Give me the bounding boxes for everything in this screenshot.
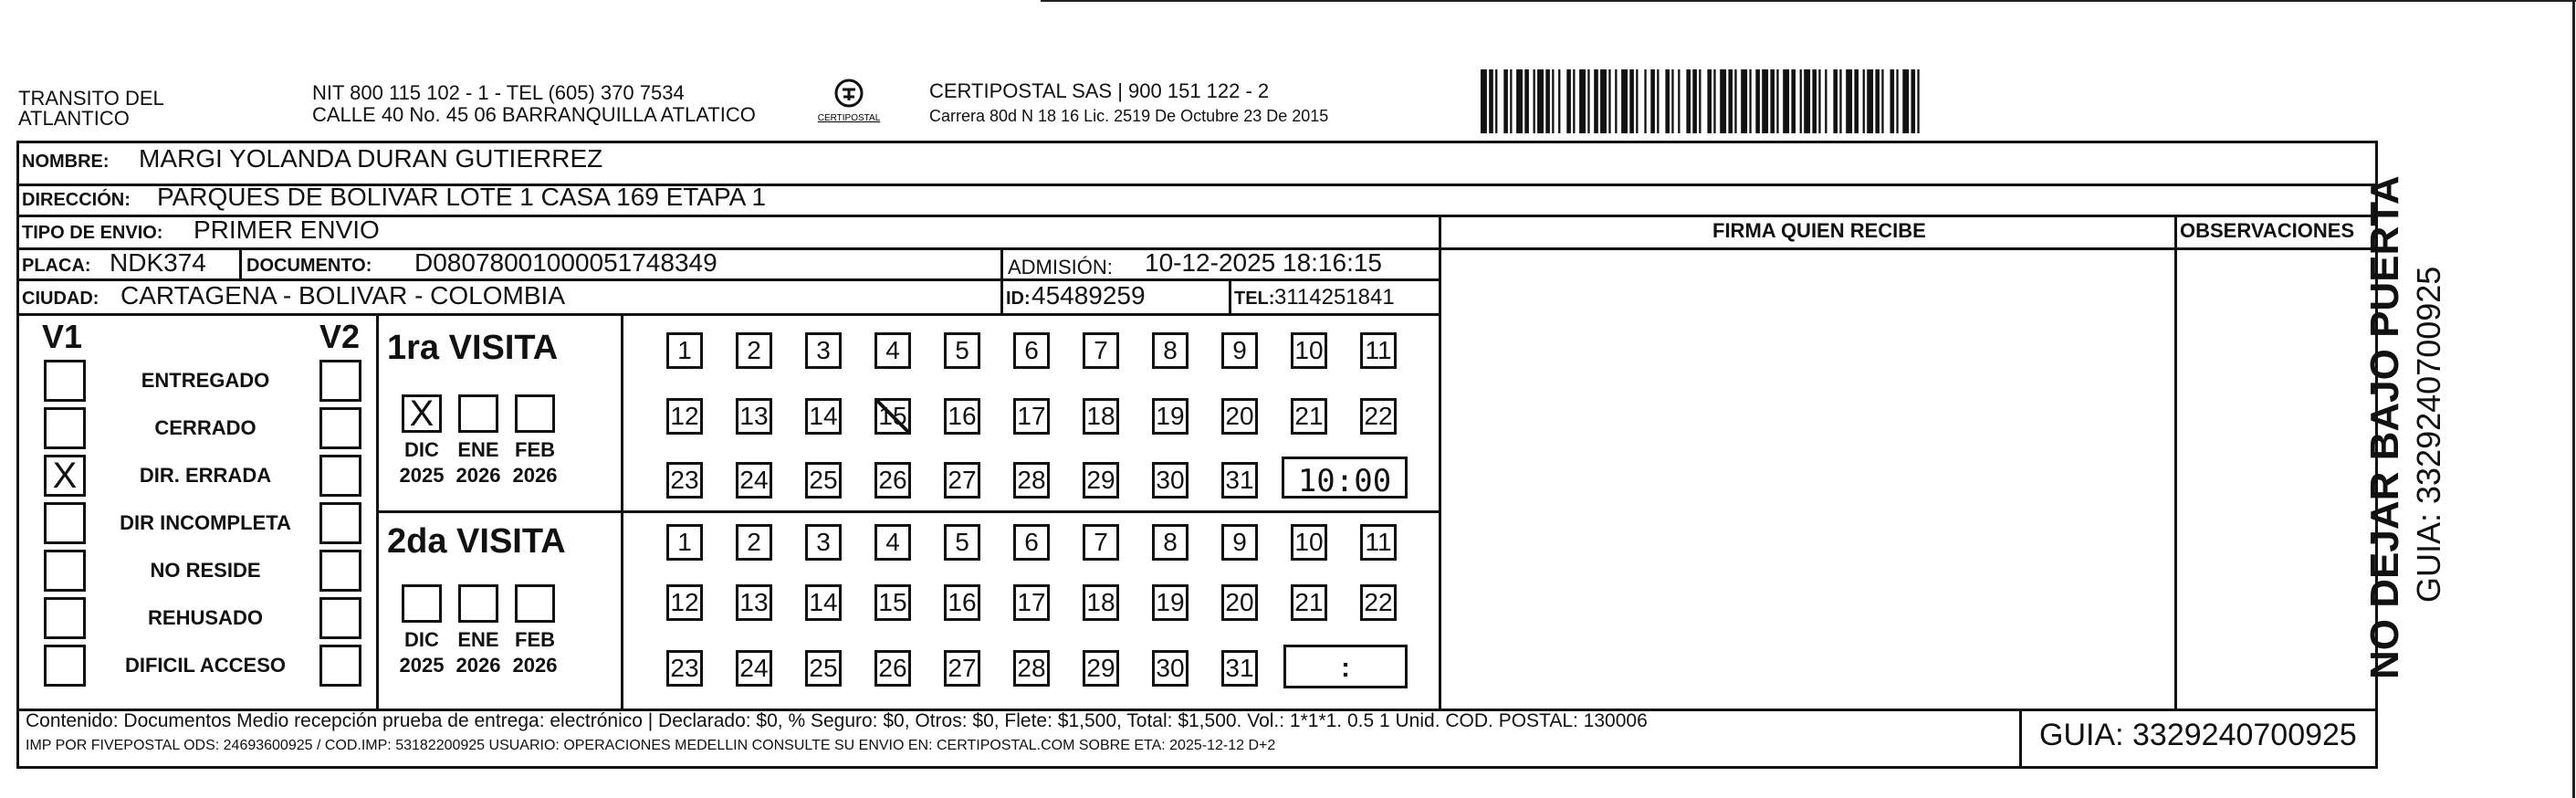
status-label: REHUSADO [148,606,263,629]
day-box[interactable]: 13 [736,398,772,435]
status-label: CERRADO [154,416,257,439]
year-label: 2026 [512,464,558,487]
day-box[interactable]: 31 [1221,462,1258,499]
day-box[interactable]: 16 [944,584,980,621]
top-border-line [1041,0,2576,2]
year-label: 2026 [456,464,501,487]
barcode-bar [1783,69,1789,133]
barcode-bar [1516,69,1523,133]
v1-header: V1 [42,318,83,355]
barcode-bar [1594,69,1598,133]
day-box[interactable]: 17 [1013,398,1050,435]
side-guia [2410,128,2448,603]
id-label: ID: [1006,289,1031,309]
day-box[interactable]: 14 [805,398,842,435]
day-box[interactable]: 9 [1221,332,1258,369]
nit-line-2: CALLE 40 No. 45 06 BARRANQUILLA ATLATICO [312,103,756,126]
nombre-value: MARGI YOLANDA DURAN GUTIERREZ [139,144,603,173]
barcode-bar [1867,69,1873,133]
admision-value: 10-12-2025 18:16:15 [1145,248,1382,277]
second-visit-time-box[interactable] [1283,645,1408,688]
barcode-bar [1579,69,1586,133]
day-box[interactable]: 12 [666,584,703,621]
barcode-bar [1791,69,1796,133]
v2-checkbox[interactable] [319,502,361,544]
firma-header: FIRMA QUIEN RECIBE [1712,219,1926,242]
day-box[interactable]: 10 [1291,332,1327,369]
day-box[interactable]: 30 [1152,650,1189,687]
documento-value: D08078001000051748349 [414,248,717,277]
status-label: DIFICIL ACCESO [124,654,286,677]
direccion-label: DIRECCIÓN: [22,190,131,210]
barcode-bar [1749,69,1751,133]
month-label: FEB [515,628,555,651]
day-box[interactable]: 21 [1291,584,1327,621]
barcode-bar [1573,69,1575,133]
barcode-bar [1917,69,1919,133]
barcode-bar [1707,69,1712,133]
admision-label: ADMISIÓN: [1008,256,1113,278]
barcode-bar [1558,69,1560,133]
day-box[interactable]: 2 [736,332,772,369]
certipostal-logo [812,77,885,128]
v1-checkbox[interactable] [44,645,86,687]
barcode-bar [1671,69,1673,133]
barcode-bar [1657,69,1659,133]
barcode-bar [1534,69,1535,133]
day-box[interactable]: 7 [1083,332,1119,369]
barcode-bar [1839,69,1841,133]
v1-checkbox[interactable] [44,502,86,544]
day-box[interactable]: 1 [666,332,703,369]
day-box[interactable]: 29 [1083,462,1119,499]
status-label: NO RESIDE [150,559,261,582]
barcode-bar [1545,69,1550,133]
day-box[interactable]: 28 [1013,462,1050,499]
barcode-bar [1833,69,1838,133]
day-box[interactable]: 3 [805,332,842,369]
barcode-bar [1503,69,1508,133]
barcode-bar [1881,69,1883,133]
barcode-bar [1896,69,1898,133]
x-mark: X [52,456,78,496]
first-visit-title: 1ra VISITA [387,329,559,367]
day-box[interactable]: 18 [1083,584,1119,621]
barcode-bar [1621,69,1628,133]
barcode-bar [1600,69,1607,133]
barcode-bar [1636,69,1638,133]
day-box[interactable]: 16 [944,398,980,435]
day-box[interactable]: 20 [1221,398,1258,435]
month-label: FEB [515,438,555,461]
day-box[interactable]: 14 [805,584,842,621]
v2-checkbox[interactable] [319,550,361,592]
v1-checkbox[interactable] [44,597,86,639]
v2-checkbox[interactable] [319,645,361,687]
barcode-bar [1728,69,1733,133]
day-box[interactable]: 30 [1152,462,1189,499]
barcode-bar [1537,69,1544,133]
nombre-label: NOMBRE: [22,152,110,172]
barcode-bar [1629,69,1634,133]
month-checkbox[interactable] [515,584,555,623]
v2-checkbox[interactable] [319,597,361,639]
day-box[interactable]: 24 [736,650,772,687]
day-box[interactable]: 25 [805,462,842,499]
barcode-bar [1762,69,1768,133]
tel-label: TEL: [1234,289,1275,309]
day-box[interactable]: 22 [1360,584,1397,621]
day-box[interactable]: 23 [666,462,703,499]
footer-guia: GUIA: 3329240700925 [2039,718,2357,752]
month-checkbox[interactable] [515,394,555,433]
day-box[interactable]: 21 [1291,398,1327,435]
barcode-bar [1720,69,1726,133]
day-box[interactable]: 22 [1360,398,1397,435]
month-label: ENE [457,438,499,461]
barcode-bar [1846,69,1852,133]
barcode-bar [1650,69,1655,133]
second-visit-time: : [1341,653,1350,683]
barcode-bar [1863,69,1865,133]
day-box[interactable]: 12 [666,398,703,435]
status-label: ENTREGADO [141,369,270,392]
barcode-bar [1776,69,1778,133]
barcode-bar [1875,69,1880,133]
barcode-bar [1890,69,1895,133]
year-label: 2026 [456,654,501,677]
barcode-bar [1734,69,1736,133]
day-box[interactable]: 7 [1083,524,1119,561]
day-box[interactable]: 19 [1152,398,1189,435]
placa-value: NDK374 [110,248,206,277]
side-warning [2362,168,2408,679]
month-label: ENE [457,628,499,651]
first-visit-time-box[interactable] [1282,457,1408,499]
day-box[interactable]: 15 [874,398,911,435]
day-box[interactable]: 17 [1013,584,1050,621]
day-box[interactable]: 9 [1221,524,1258,561]
barcode-bar [1587,69,1589,133]
day-box[interactable]: 8 [1152,332,1189,369]
barcode-bar [1615,69,1617,133]
v2-checkbox[interactable] [319,360,361,402]
month-checkbox[interactable] [402,584,442,623]
day-box[interactable]: 4 [874,332,911,369]
carrier-line-2: Carrera 80d N 18 16 Lic. 2519 De Octubre 23 De 2015 [929,107,1329,125]
year-label: 2025 [399,464,445,487]
day-box[interactable]: 4 [874,524,911,561]
barcode-bar [1489,69,1493,133]
day-box[interactable]: 13 [736,584,772,621]
barcode-bar [1812,69,1817,133]
day-box[interactable]: 1 [666,524,703,561]
barcode-bar [1510,69,1512,133]
day-box[interactable]: 19 [1152,584,1189,621]
day-box[interactable]: 8 [1152,524,1189,561]
day-box[interactable]: 25 [805,650,842,687]
barcode-bar [1665,69,1670,133]
status-label: DIR. ERRADA [139,464,272,487]
observaciones-header: OBSERVACIONES [2180,219,2355,242]
first-visit-time: 10:00 [1297,463,1392,499]
day-box[interactable]: 27 [944,462,980,499]
day-box[interactable]: 6 [1013,524,1050,561]
day-box[interactable]: 15 [874,584,911,621]
carrier-line-1: CERTIPOSTAL SAS | 900 151 122 - 2 [929,79,1270,102]
barcode [1479,69,2200,133]
barcode-bar [1644,69,1646,133]
day-box[interactable]: 11 [1360,332,1397,369]
barcode-bar [1755,69,1760,133]
day-box[interactable]: 11 [1360,524,1397,561]
status-label: DIR INCOMPLETA [120,511,291,534]
year-label: 2025 [399,654,445,677]
v1-checkbox[interactable] [44,407,86,449]
id-value: 45489259 [1031,281,1146,310]
sender-line-1: TRANSITO DEL [18,87,164,110]
barcode-bar [1481,69,1487,133]
day-box[interactable]: 2 [736,524,772,561]
barcode-bar [1495,69,1497,133]
right-border-line [2572,0,2575,798]
month-label: DIC [404,438,439,461]
placa-label: PLACA: [22,256,91,276]
day-box[interactable]: 24 [736,462,772,499]
day-box[interactable]: 23 [666,650,703,687]
month-checkbox[interactable] [458,394,498,433]
day-box[interactable]: 31 [1221,650,1258,687]
day-box[interactable]: 5 [944,332,980,369]
barcode-bar [1678,69,1680,133]
barcode-bar [1686,69,1691,133]
v1-checkbox[interactable] [44,550,86,592]
side-guia-text: GUIA: 3329240700925 [2410,266,2447,603]
barcode-bar [1741,69,1747,133]
x-mark: X [409,394,435,434]
day-box[interactable]: 6 [1013,332,1050,369]
day-box[interactable]: 3 [805,524,842,561]
v1-checkbox[interactable] [44,360,86,402]
side-warning-text: NO DEJAR BAJO PUERTA [2362,175,2407,679]
barcode-bar [1524,69,1529,133]
barcode-bar [1800,69,1802,133]
barcode-bar [1713,69,1715,133]
barcode-bar [1692,69,1697,133]
day-box[interactable]: 28 [1013,650,1050,687]
direccion-value: PARQUES DE BOLIVAR LOTE 1 CASA 169 ETAPA 1 [157,183,767,211]
v2-header: V2 [319,318,361,355]
day-box[interactable]: 26 [874,462,911,499]
tipo-envio-label: TIPO DE ENVIO: [22,223,163,243]
contenido-text: Contenido: Documentos Medio recepción prueba de entrega: electrónico | Declarado: $0, % Seguro: $0, Otros: $0, Flete: $1,500, Total: $1,500. Vol.: 1*1*1. 0.5 1 Unid. COD. POSTAL: 130006 [26,710,1648,731]
tipo-envio-value: PRIMER ENVIO [194,215,380,244]
day-box[interactable]: 5 [944,524,980,561]
day-box[interactable]: 26 [874,650,911,687]
v2-checkbox[interactable] [319,455,361,497]
ciudad-value: CARTAGENA - BOLIVAR - COLOMBIA [120,281,565,310]
barcode-bar [1854,69,1859,133]
barcode-bar [1902,69,1909,133]
sender-line-2: ATLANTICO [18,107,130,130]
day-box[interactable]: 10 [1291,524,1327,561]
barcode-bar [1818,69,1820,133]
barcode-bar [1608,69,1610,133]
documento-label: DOCUMENTO: [246,256,372,276]
month-checkbox[interactable] [402,394,442,433]
imp-text: IMP POR FIVEPOSTAL ODS: 24693600925 / COD.IMP: 53182200925 USUARIO: OPERACIONES MEDELLIN CONSULTE SU ENVIO EN: CERTIPOSTAL.COM SOBRE ETA: 2025-12-12 D+2 [26,738,1276,753]
v1-checkbox[interactable] [44,455,86,497]
month-checkbox[interactable] [458,584,498,623]
day-box[interactable]: 27 [944,650,980,687]
barcode-bar [1770,69,1775,133]
month-label: DIC [404,628,439,651]
barcode-bar [1911,69,1916,133]
day-box[interactable]: 29 [1083,650,1119,687]
day-box[interactable]: 18 [1083,398,1119,435]
barcode-bar [1825,69,1827,133]
year-label: 2026 [512,654,558,677]
barcode-bar [1552,69,1554,133]
nit-line-1: NIT 800 115 102 - 1 - TEL (605) 370 7534 [312,81,685,104]
v2-checkbox[interactable] [319,407,361,449]
second-visit-title: 2da VISITA [387,522,566,561]
ciudad-label: CIUDAD: [22,289,99,309]
barcode-bar [1804,69,1810,133]
day-box[interactable]: 20 [1221,584,1258,621]
tel-value: 3114251841 [1274,285,1395,310]
barcode-bar [1566,69,1571,133]
logo-text: CERTIPOSTAL [817,113,881,123]
barcode-bar [1699,69,1701,133]
